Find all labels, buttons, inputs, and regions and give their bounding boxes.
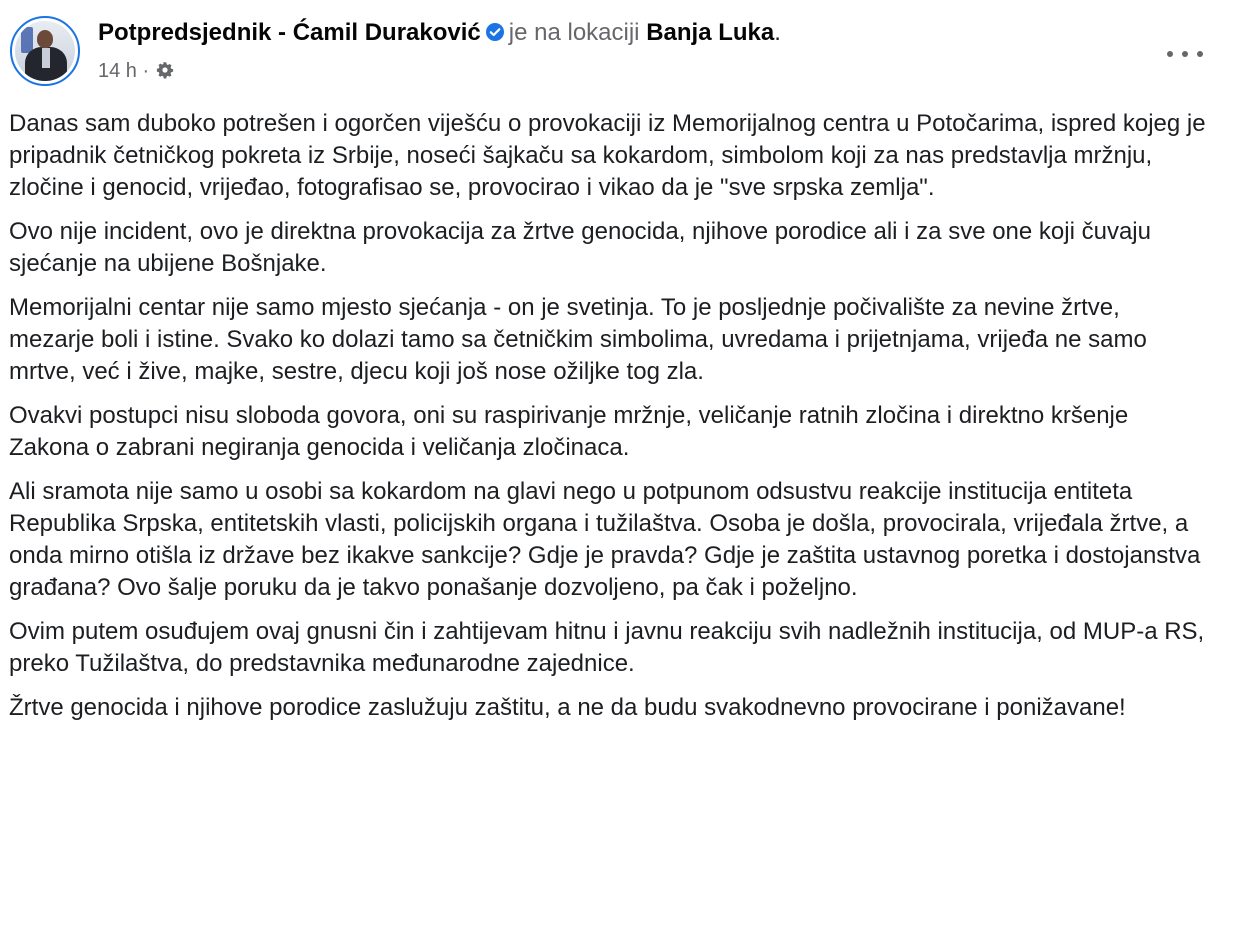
location-link[interactable]: Banja Luka <box>646 19 775 46</box>
more-options-icon <box>1167 51 1173 57</box>
post-paragraph: Danas sam duboko potrešen i ogorčen viješću o provokaciji iz Memorijalnog centra u Potočarima, ispred kojeg je pripadnik četničkog pokreta iz Srbije, noseći šajkaču sa kokardom, simbolom koji za nas predstavlja mržnju, zločine i genocid, vrijeđao, fotografisao se, provocirao i vikao da je "sve srpska zemlja". <box>9 110 1206 201</box>
post-paragraph: Ovakvi postupci nisu sloboda govora, oni su raspirivanje mržnje, veličanje ratnih zločina i direktno kršenje Zakona o zabrani negiranja genocida i veličanja zločinaca. <box>9 402 1129 461</box>
post-paragraph: Žrtve genocida i njihove porodice zaslužuju zaštitu, a ne da budu svakodnevno provocirane i ponižavane! <box>9 694 1126 721</box>
post-body <box>9 108 1209 736</box>
post-paragraph: Ovim putem osuđujem ovaj gnusni čin i zahtijevam hitnu i javnu reakciju svih nadležnih institucija, od MUP-a RS, preko Tužilaštva, do predstavnika međunarodne zajednice. <box>9 618 1205 677</box>
post-paragraph: Ovo nije incident, ovo je direktna provokacija za žrtve genocida, njihove porodice ali i za sve one koji čuvaju sjećanje na ubijene Bošnjake. <box>9 218 1151 277</box>
post-paragraph: Memorijalni centar nije samo mjesto sjećanja - on je svetinja. To je posljednje počivalište za nevine žrtve, mezarje boli i istine. Svako ko dolazi tamo sa četničkim simbolima, uvredama i prijetnjama, vrijeđa ne samo mrtve, već i žive, majke, sestre, djecu koji još nose ožiljke tog zla. <box>9 294 1147 385</box>
post-header <box>10 14 1225 92</box>
post-title-line <box>98 18 781 48</box>
avatar-shirt-detail <box>42 48 50 68</box>
location-suffix: . <box>774 19 781 46</box>
avatar-head-detail <box>37 30 53 48</box>
post-meta <box>98 58 175 84</box>
meta-separator: · <box>142 60 150 82</box>
post-timestamp[interactable]: 14 h <box>98 60 137 82</box>
post-paragraph: Ali sramota nije samo u osobi sa kokardom na glavi nego u potpunom odsustvu reakcije institucija entiteta Republika Srpska, entitetskih vlasti, policijskih organa i tužilaštva. Osoba je došla, provocirala, vrijeđala žrtve, a onda mirno otišla iz države bez ikakve sankcije? Gdje je pravda? Gdje je zaštita ustavnog poretka i dostojanstva građana? Ovo šalje poruku da je takvo ponašanje dozvoljeno, pa čak i poželjno. <box>9 478 1201 601</box>
more-options-button[interactable] <box>1167 44 1203 64</box>
gear-icon <box>155 60 175 80</box>
more-options-icon <box>1197 51 1203 57</box>
author-name[interactable]: Potpredsjednik - Ćamil Duraković <box>98 19 481 46</box>
avatar[interactable] <box>10 16 80 86</box>
avatar-photo <box>15 21 75 81</box>
location-prefix: je na lokaciji <box>508 19 640 46</box>
more-options-icon <box>1182 51 1188 57</box>
verified-badge-icon <box>485 20 505 40</box>
